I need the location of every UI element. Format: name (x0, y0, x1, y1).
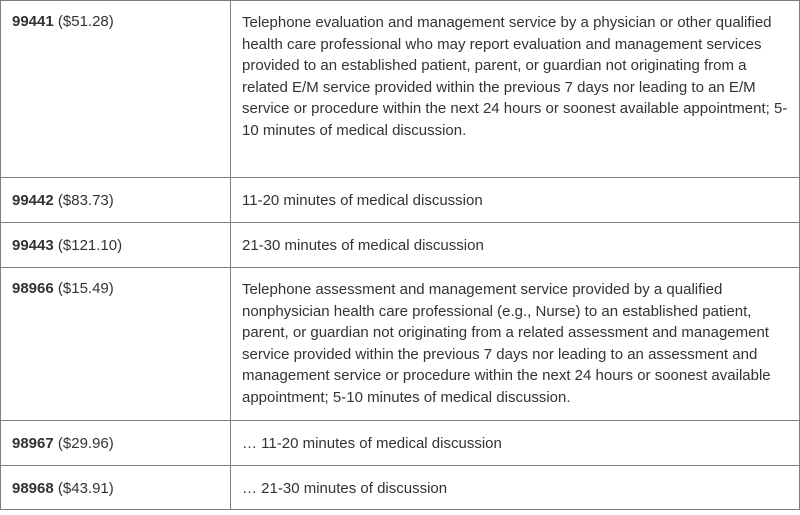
table-row (1, 421, 800, 466)
code-cell (1, 466, 231, 510)
description: Telephone evaluation and management service by a physician or other qualified health care professional who may report evaluation and management services provided to an established patient, parent, or guardian not originating from a related E/M service provided within the previous 7 days nor leading to an E/M service or procedure within the next 24 hours or soonest available appointment; 5-10 minutes of medical discussion. (242, 14, 788, 139)
description-cell (231, 223, 800, 268)
description-cell (231, 466, 800, 510)
cpt-code: 99441 (12, 13, 54, 30)
code-cell (1, 223, 231, 268)
description: Telephone assessment and management service provided by a qualified nonphysician health care professional (e.g., Nurse) to an established patient, parent, or guardian not originating from a related assessment and management service provided within the previous 7 days nor leading to an assessment and management service or procedure within the next 24 hours or soonest available appointment; 5-10 minutes of medical discussion. (242, 281, 771, 406)
description: 11-20 minutes of medical discussion (242, 192, 483, 209)
description-cell (231, 1, 800, 178)
price: ($43.91) (53, 480, 114, 497)
price: ($29.96) (53, 435, 114, 452)
description: … 11-20 minutes of medical discussion (242, 435, 502, 452)
price: ($83.73) (53, 192, 114, 209)
description-cell (231, 178, 800, 223)
code-cell (1, 1, 231, 178)
cpt-code: 99442 (12, 192, 54, 209)
price: ($15.49) (53, 280, 114, 297)
cpt-code: 98966 (12, 280, 54, 297)
cpt-code: 98968 (12, 480, 54, 497)
description-cell (231, 268, 800, 421)
price: ($121.10) (53, 237, 123, 254)
cpt-code: 98967 (12, 435, 54, 452)
table-row (1, 178, 800, 223)
table-row (1, 223, 800, 268)
code-cell (1, 268, 231, 421)
price: ($51.28) (53, 13, 114, 30)
code-cell (1, 421, 231, 466)
description: 21-30 minutes of medical discussion (242, 237, 484, 254)
cpt-code: 99443 (12, 237, 54, 254)
code-cell (1, 178, 231, 223)
table-row (1, 268, 800, 421)
table-row (1, 466, 800, 510)
description: … 21-30 minutes of discussion (242, 480, 448, 497)
description-cell (231, 421, 800, 466)
table-row (1, 1, 800, 178)
